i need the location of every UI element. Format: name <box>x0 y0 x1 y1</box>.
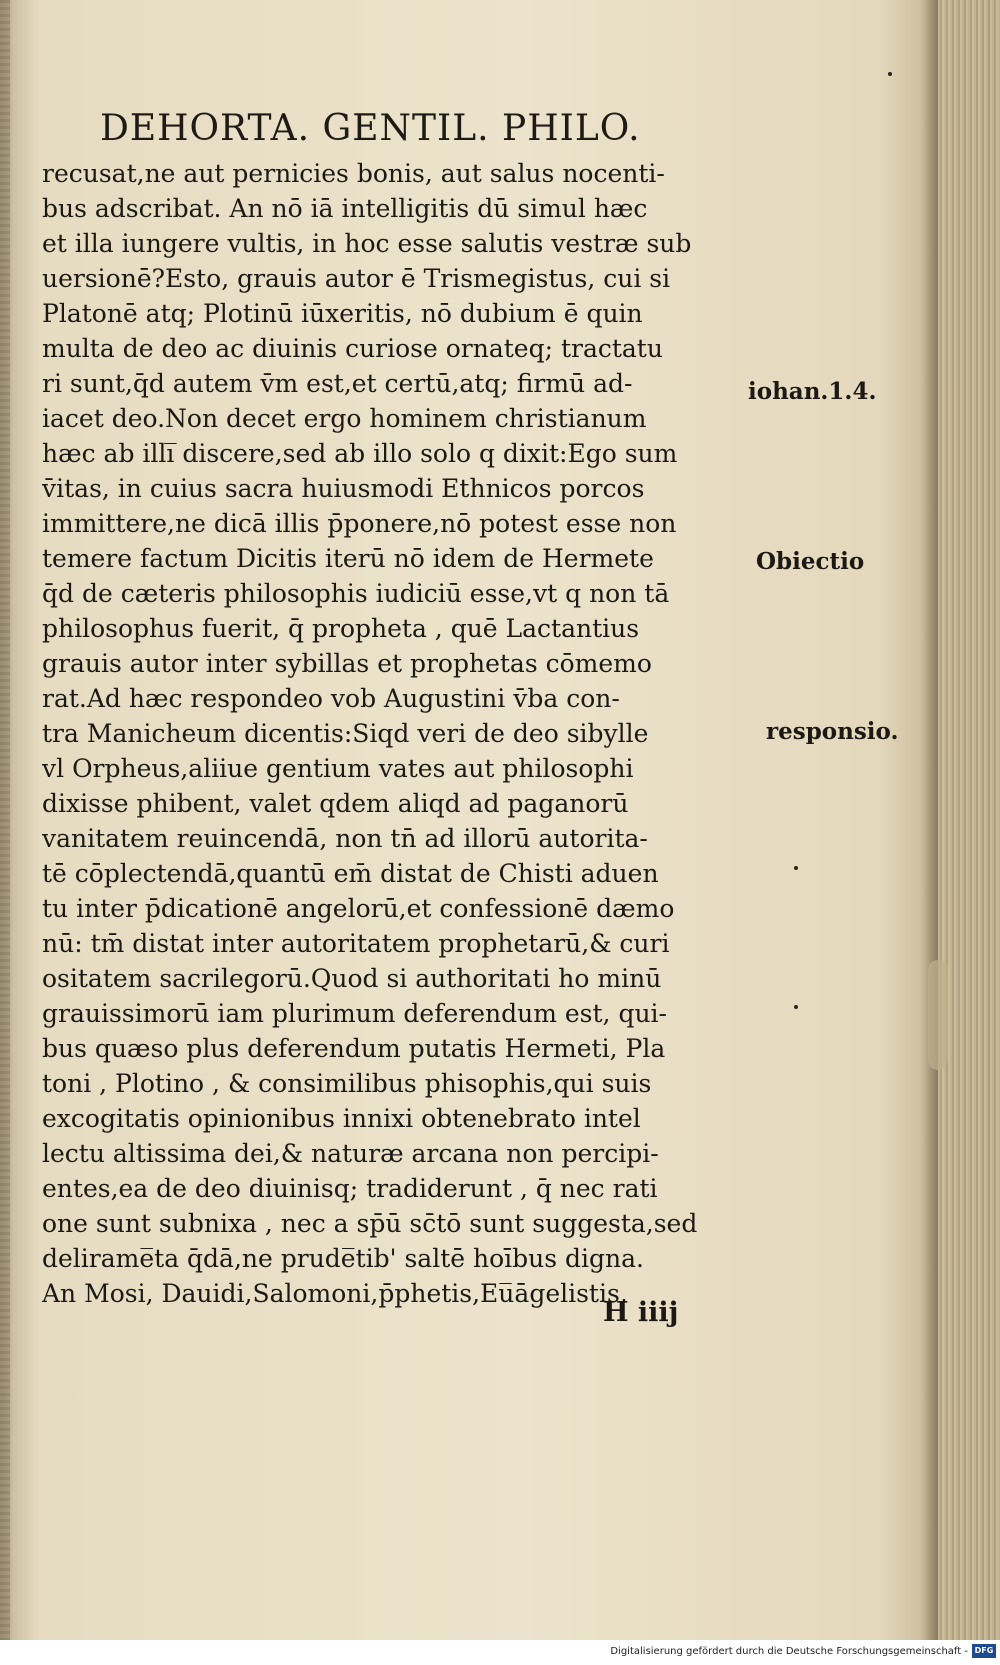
text-line: bus quæso plus deferendum putatis Hermeti, Pla <box>42 1034 666 1063</box>
text-line: temere factum Dicitis iterū nō idem de Hermete <box>42 544 654 573</box>
marginal-note-response: responsio. <box>766 718 899 745</box>
page-fore-edge <box>938 0 1000 1640</box>
text-line: lectu altissima dei,& naturæ arcana non percipi- <box>42 1139 659 1168</box>
text-line: one sunt subnixa , nec a sp̄ū sc̄tō sunt suggesta,sed <box>42 1209 698 1238</box>
ink-speck <box>888 72 892 76</box>
binding-edge <box>0 0 10 1640</box>
page-curl-shadow <box>920 0 938 1640</box>
signature-mark: H iiij <box>603 1297 679 1328</box>
text-line: philosophus fuerit, q̄ propheta , quē Lactantius <box>42 614 640 643</box>
text-line: iacet deo.Non decet ergo hominem christianum <box>42 404 647 433</box>
text-line: rat.Ad hæc respondeo vob Augustini v̄ba con- <box>42 684 620 713</box>
text-line: grauissimorū iam plurimum deferendum est, qui- <box>42 999 667 1028</box>
text-line: vanitatem reuincendā, non tn̄ ad illorū autorita- <box>42 824 648 853</box>
text-line: toni , Plotino , & consimilibus phisophis,qui suis <box>42 1069 652 1098</box>
text-line: vl Orpheus,aliiue gentium vates aut philosophi <box>42 754 634 783</box>
digitization-credit-bar <box>0 1640 1000 1665</box>
text-line: v̄itas, in cuius sacra huiusmodi Ethnicos porcos <box>42 474 645 503</box>
text-line: uersionē?Esto, grauis autor ē Trismegistus, cui si <box>42 264 671 293</box>
digitization-credit: Digitalisierung gefördert durch die Deutsche Forschungsgemeinschaft - <box>610 1646 968 1657</box>
text-line: ri sunt,q̄d autem v̄m est,et certū,atq; firmū ad- <box>42 369 633 398</box>
ink-speck <box>794 1005 798 1009</box>
text-line: bus adscribat. An nō iā intelligitis dū simul hæc <box>42 194 648 223</box>
running-header: DEHORTA. GENTIL. PHILO. <box>100 108 641 149</box>
ink-speck <box>794 866 798 870</box>
text-line: excogitatis opinionibus innixi obtenebrato intel <box>42 1104 641 1133</box>
text-line: ositatem sacrilegorū.Quod si authoritati ho minū <box>42 964 662 993</box>
text-line: dixisse phibent, valet qdem aliqd ad paganorū <box>42 789 629 818</box>
text-line: entes,ea de deo diuinisq; tradiderunt , q̄ nec rati <box>42 1174 658 1203</box>
text-line: Platonē atq; Plotinū iūxeritis, nō dubium ē quin <box>42 299 643 328</box>
dfg-logo: DFG <box>972 1644 996 1658</box>
text-line: tu inter p̄dicationē angelorū,et confessionē dæmo <box>42 894 675 923</box>
marginal-note-objection: Obiectio <box>756 548 865 575</box>
text-line: nū: tm̄ distat inter autoritatem prophetarū,& curi <box>42 929 670 958</box>
body-text <box>42 156 742 1311</box>
text-line: et illa iungere vultis, in hoc esse salutis vestræ sub <box>42 229 692 258</box>
text-line: immittere,ne dicā illis p̄ponere,nō potest esse non <box>42 509 677 538</box>
text-line: tra Manicheum dicentis:Siqd veri de deo sibylle <box>42 719 649 748</box>
text-line: recusat,ne aut pernicies bonis, aut salus nocenti- <box>42 159 665 188</box>
text-line: tē cōplectendā,quantū em̄ distat de Chisti aduen <box>42 859 659 888</box>
text-line: hæc ab illi̅ discere,sed ab illo solo q dixit:Ego sum <box>42 439 678 468</box>
text-line: delirame̅ta q̄dā,ne prude̅tib' saltē hoībus digna. <box>42 1244 644 1273</box>
page-tab <box>928 960 948 1070</box>
text-line: grauis autor inter sybillas et prophetas cōmemo <box>42 649 652 678</box>
text-line: q̄d de cæteris philosophis iudiciū esse,vt q non tā <box>42 579 670 608</box>
text-line: multa de deo ac diuinis curiose ornateq; tractatu <box>42 334 663 363</box>
marginal-note-reference: iohan.1.4. <box>748 378 877 405</box>
text-line: An Mosi, Dauidi,Salomoni,p̄phetis,Eu̅āgelistis, <box>42 1279 628 1308</box>
